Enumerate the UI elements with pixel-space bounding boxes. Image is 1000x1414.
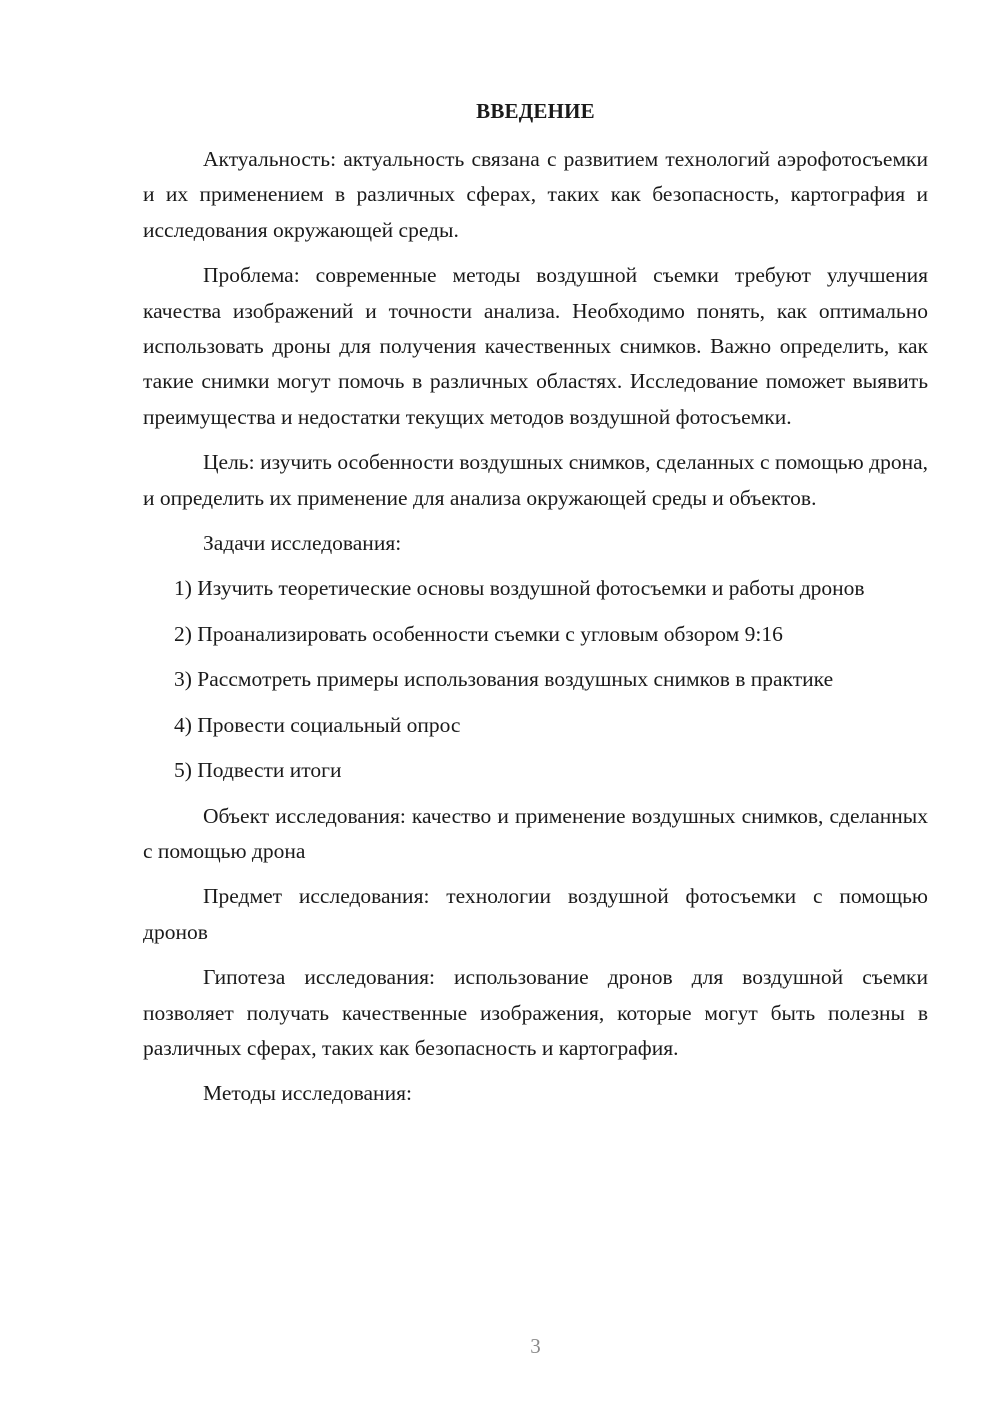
page-number: 3 — [530, 1334, 541, 1358]
task-item-5: 5) Подвести итоги — [174, 758, 342, 783]
paragraph-goal: Цель: изучить особенности воздушных снимков, сделанных с помощью дрона, и определить их применение для анализа окружающей среды и объектов. — [143, 450, 928, 510]
paragraph-methods: Методы исследования: — [203, 1081, 412, 1106]
paragraph-problem: Проблема: современные методы воздушной съемки требуют улучшения качества изображений и точности анализа. Необходимо понять, как оптимально использовать дроны для получения качественных снимков. Важно определить, как такие снимки могут помочь в различных областях. Исследование поможет выявить преимущества и недостатки текущих методов воздушной фотосъемки. — [143, 263, 928, 429]
paragraph-tasks-heading: Задачи исследования: — [203, 531, 402, 556]
paragraph-subject: Предмет исследования: технологии воздушной фотосъемки с помощью дронов — [143, 884, 928, 944]
paragraph-hypothesis: Гипотеза исследования: использование дронов для воздушной съемки позволяет получать качественные изображения, которые могут быть полезны в различных сферах, таких как безопасность и картография. — [143, 965, 928, 1060]
section-heading: ВВЕДЕНИЕ — [476, 99, 595, 123]
paragraph-object: Объект исследования: качество и применение воздушных снимков, сделанных с помощью дрона — [143, 803, 928, 863]
task-item-3: 3) Рассмотреть примеры использования воздушных снимков в практике — [174, 667, 834, 692]
paragraph-relevance: Актуальность: актуальность связана с развитием технологий аэрофотосъемки и их применением в различных сферах, таких как безопасность, картография и исследования окружающей среды. — [143, 147, 928, 242]
task-item-2: 2) Проанализировать особенности съемки с угловым обзором 9:16 — [174, 621, 783, 646]
task-item-1: 1) Изучить теоретические основы воздушной фотосъемки и работы дронов — [174, 576, 865, 601]
task-item-4: 4) Провести социальный опрос — [174, 712, 461, 737]
body-text — [143, 142, 928, 1122]
document-page — [143, 0, 928, 1414]
